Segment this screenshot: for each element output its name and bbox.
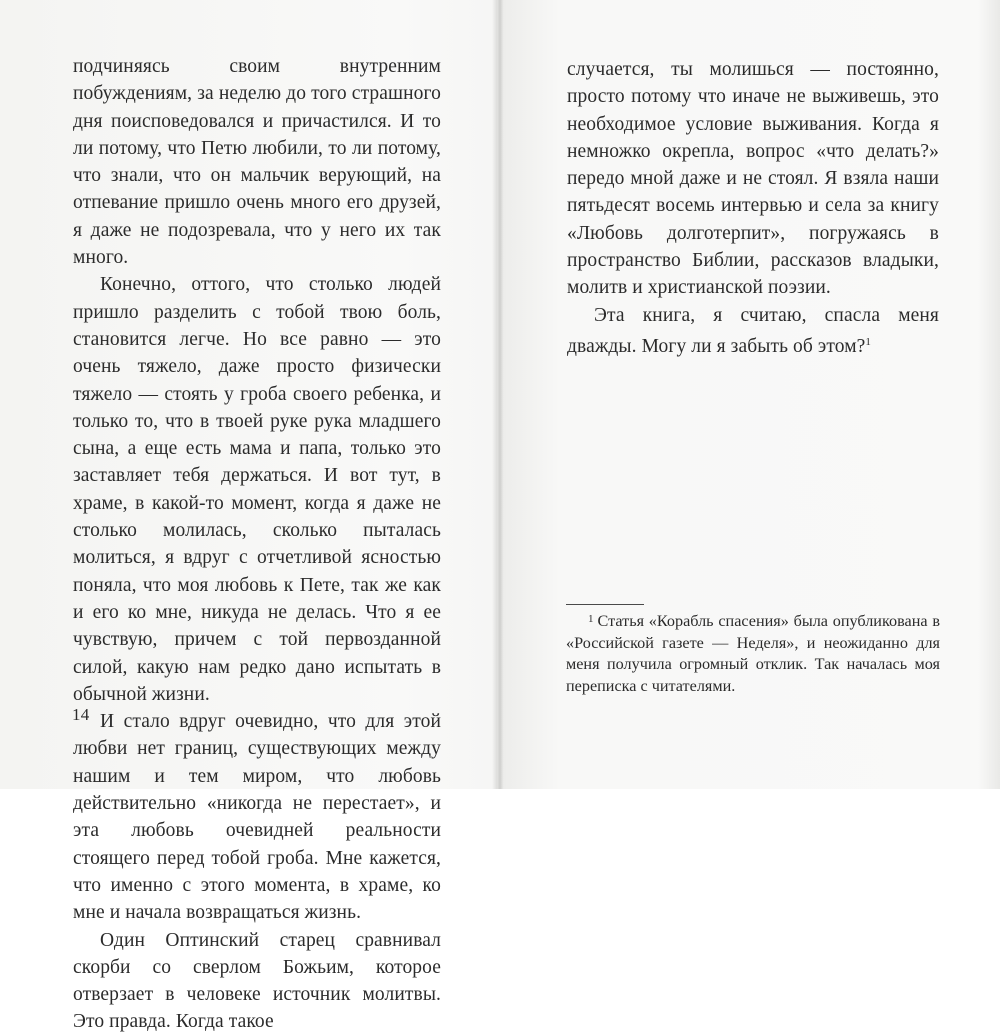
page-edge-shadow	[978, 0, 1000, 789]
footnote-mark: 1	[588, 613, 594, 625]
footnote-divider	[566, 604, 644, 605]
paragraph: Один Оптинский старец сравнивал скорби со сверлом Божьим, которое отверзает в человеке источник молитвы. Это правда. Когда такое	[73, 929, 441, 1033]
paragraph: Конечно, оттого, что столько людей пришло разделить с тобой твою боль, становится легче. Но все равно — это очень тяжело, даже просто физически тяжело — стоять у гроба своего ребенка, и только то, что в твоей руке рука младшего сына, а еще есть мама и папа, только это заставляет тебя держаться. И вот тут, в храме, в какой-то момент, когда я даже не столько молилась, сколько пыталась молиться, я вдруг с отчетливой ясностью поняла, что моя любовь к Пете, так же как и его ко мне, никуда не делась. Что я ее чувствую, причем с той первозданной силой, какую нам редко дано испытать в обычной жизни.	[73, 274, 441, 705]
page-number: 14	[72, 705, 90, 724]
paragraph-text: Эта книга, я считаю, спасла меня дважды. Могу ли я забыть об этом?	[567, 304, 939, 357]
left-page-body	[73, 53, 441, 1036]
footnote-reference: 1	[865, 335, 872, 348]
right-page	[503, 0, 1000, 789]
footnote	[566, 609, 940, 697]
footnote-text: Статья «Корабль спасения» была опубликована в «Российской газете — Неделя», и неожиданно для меня получила огромный отклик. Так началась моя переписка с читателями.	[566, 612, 940, 695]
paragraph: подчиняясь своим внутренним побуждениям, за неделю до того страшного дня поисповедовался и причастился. И то ли потому, что Петю любили, то ли потому, что знали, что он мальчик верующий, на отпевание пришло очень много его друзей, я даже не подозревала, что у него их так много.	[73, 56, 441, 269]
paragraph	[567, 302, 939, 361]
paragraph: случается, ты молишься — постоянно, просто потому что иначе не выживешь, это необходимое условие выживания. Когда я немножко окрепла, вопрос «что делать?» передо мной даже и не стоял. Я взяла наши пятьдесят восемь интервью и села за книгу «Любовь долготерпит», погружаясь в пространство Библии, рассказов владыки, молитв и христианской поэзии.	[567, 59, 939, 299]
right-page-body	[567, 56, 939, 360]
paragraph: И стало вдруг очевидно, что для этой любви нет границ, существующих между нашим и тем миром, что любовь действительно «никогда не перестает», и эта любовь очевидней реальности стоящего перед тобой гроба. Мне кажется, что именно с этого момента, в храме, ко мне и начала возвращаться жизнь.	[73, 711, 441, 924]
left-page	[0, 0, 497, 1033]
